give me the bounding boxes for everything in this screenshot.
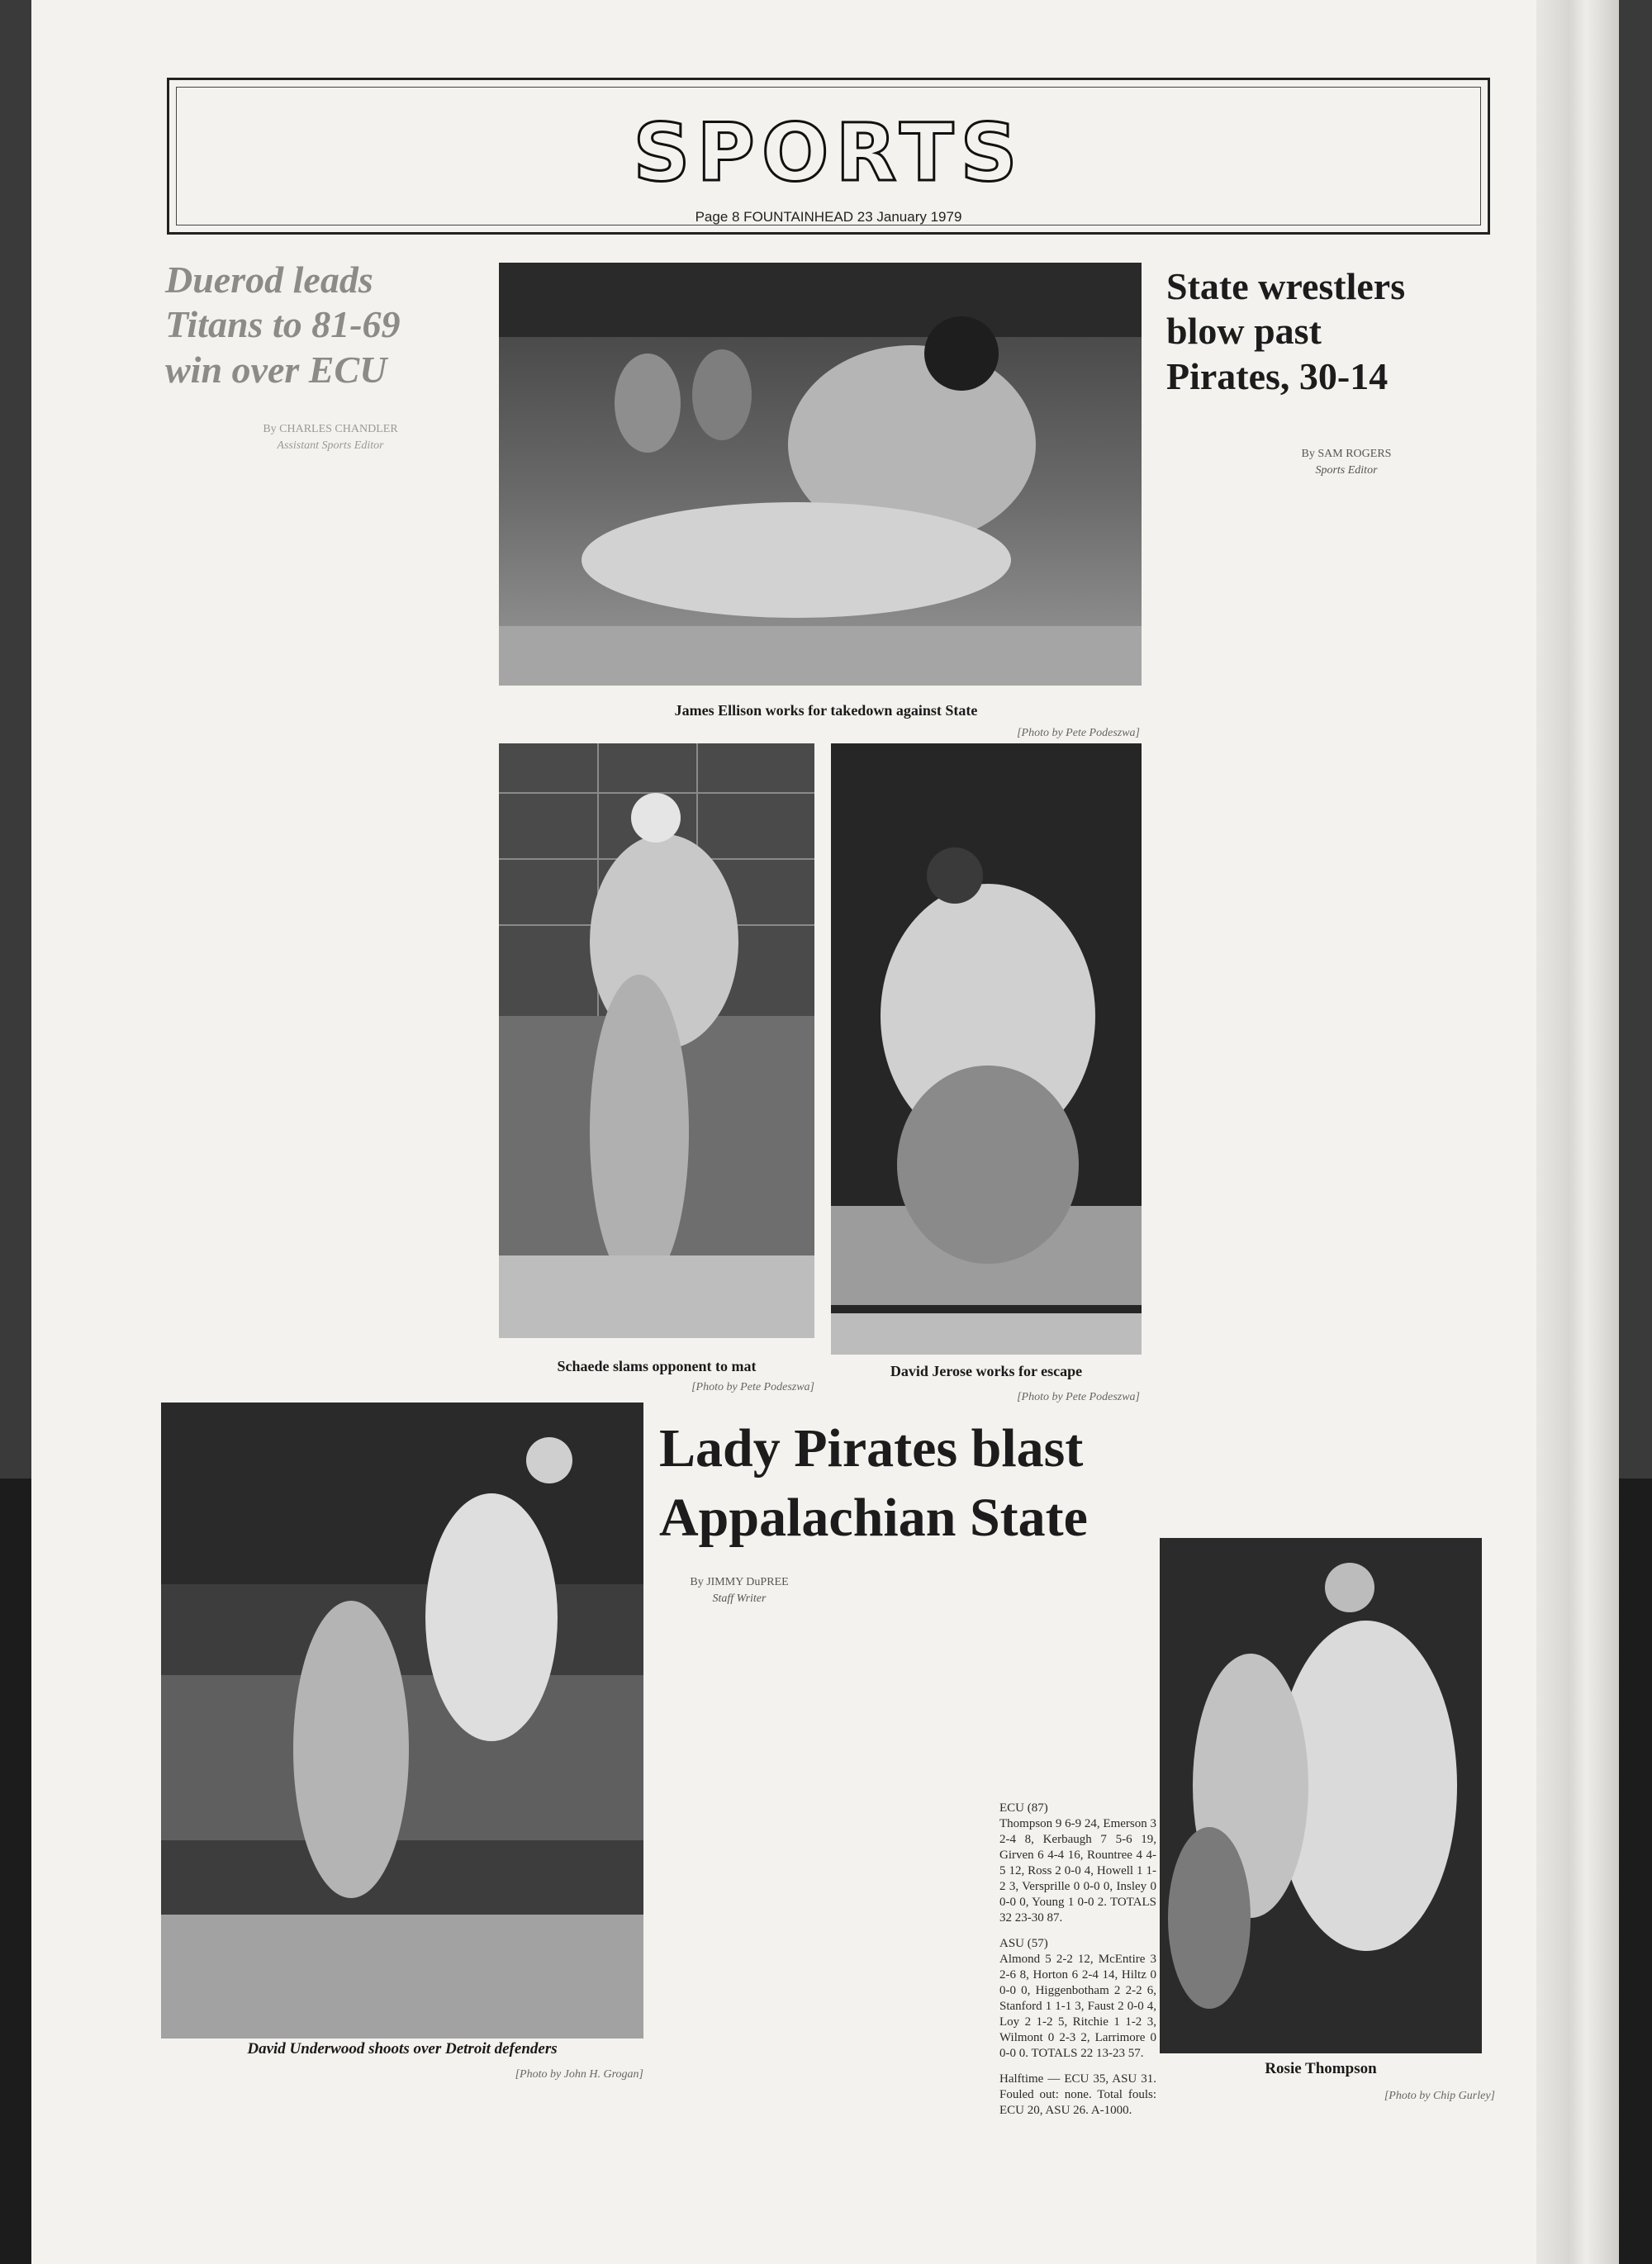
box-ecu: Thompson 9 6-9 24, Emerson 3 2-4 8, Kerbaugh 7 5-6 19, Girven 6 4-4 16, Rountree 4 4-5 12, Ross 2 0-0 4, Howell 1 1-2 3, Versprille 0 0-0 0, Insley 0 0-0 0, Young 1 0-0 2. TOTALS 32 23-30 87. xyxy=(999,1817,1156,1925)
titans-byline xyxy=(182,421,479,453)
photo-underwood-shot xyxy=(161,1403,643,2039)
caption-ellison: James Ellison works for takedown against State xyxy=(674,702,978,719)
box-halftime: Halftime — ECU 35, ASU 31. Fouled out: none. Total fouls: ECU 20, ASU 26. A-1000. xyxy=(999,2072,1156,2117)
box-score xyxy=(999,1801,1156,2119)
lady-pirates-byline-name: By JIMMY DuPREE xyxy=(690,1576,789,1588)
wrestling-byline-name: By SAM ROGERS xyxy=(1301,448,1392,460)
titans-byline-role: Assistant Sports Editor xyxy=(277,439,384,452)
titans-headline-line-1: Duerod leads xyxy=(165,259,373,301)
photo-jerose-escape xyxy=(831,743,1142,1355)
lady-pirates-byline xyxy=(661,1574,818,1607)
page-info-line: Page 8 FOUNTAINHEAD 23 January 1979 xyxy=(695,209,962,225)
lady-pirates-headline-line-1: Lady Pirates blast xyxy=(659,1418,1084,1478)
wrestling-photo-art xyxy=(499,263,1142,686)
masthead xyxy=(167,78,1490,235)
credit-jerose: [Photo by Pete Podeszwa] xyxy=(1017,1391,1140,1403)
wrestling-headline-line-1: State wrestlers xyxy=(1166,265,1406,307)
basketball-photo-art-2 xyxy=(1160,1538,1482,2053)
caption-schaede: Schaede slams opponent to mat xyxy=(557,1358,757,1374)
credit-thompson: [Photo by Chip Gurley] xyxy=(1384,2090,1495,2102)
titans-headline-line-2: Titans to 81-69 xyxy=(165,303,401,346)
lady-pirates-headline-line-2: Appalachian State xyxy=(659,1488,1088,1549)
page-edge xyxy=(1536,0,1619,2264)
lady-pirates-byline-role: Staff Writer xyxy=(712,1592,767,1605)
wrestling-byline-role: Sports Editor xyxy=(1315,463,1378,477)
photo-schaede-slam xyxy=(499,743,814,1338)
wrestling-photo-art-2 xyxy=(499,743,814,1338)
wrestling-photo-art-3 xyxy=(831,743,1142,1355)
section-title: SPORTS xyxy=(633,107,1024,199)
box-asu: Almond 5 2-2 12, McEntire 3 2-6 8, Horton 6 2-4 14, Hiltz 0 0-0 0, Higgenbotham 2 2-2 6, Stanford 1 1-1 3, Faust 2 0-0 4, Loy 2 1-2 5, Ritchie 1 1-2 3, Wilmont 0 2-3 2, Larrimore 0 0-0 0. TOTALS 22 13-23 57. xyxy=(999,1953,1156,2060)
photo-ellison-takedown xyxy=(499,263,1142,686)
wrestling-headline-line-3: Pirates, 30-14 xyxy=(1166,354,1389,397)
box-ecu-label: ECU (87) xyxy=(999,1801,1048,1815)
basketball-photo-art xyxy=(161,1403,643,2039)
titans-byline-name: By CHARLES CHANDLER xyxy=(263,423,398,435)
wrestling-byline xyxy=(1189,446,1503,478)
wrestling-headline xyxy=(1166,264,1513,399)
lady-pirates-headline xyxy=(659,1414,1163,1554)
credit-schaede: [Photo by Pete Podeszwa] xyxy=(691,1381,814,1393)
wrestling-headline-line-2: blow past xyxy=(1166,310,1322,353)
titans-headline xyxy=(165,258,496,392)
box-asu-label: ASU (57) xyxy=(999,1937,1048,1950)
photo-rosie-thompson xyxy=(1160,1538,1482,2053)
titans-headline-line-3: win over ECU xyxy=(165,348,387,391)
credit-ellison: [Photo by Pete Podeszwa] xyxy=(1017,727,1140,739)
credit-underwood: [Photo by John H. Grogan] xyxy=(515,2068,643,2081)
caption-thompson: Rosie Thompson xyxy=(1265,2060,1377,2077)
caption-jerose: David Jerose works for escape xyxy=(890,1363,1083,1379)
caption-underwood: David Underwood shoots over Detroit defenders xyxy=(247,2040,558,2058)
